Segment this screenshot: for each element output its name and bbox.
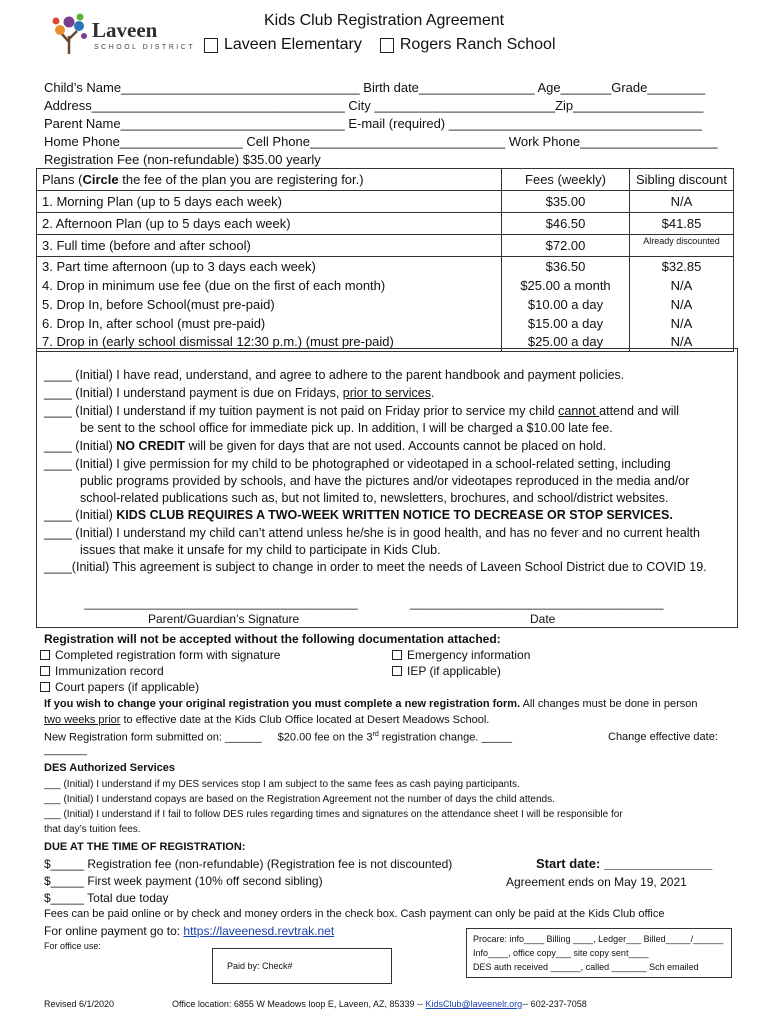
page-title: Kids Club Registration Agreement xyxy=(264,12,505,29)
docs-heading: Registration will not be accepted without the following documentation attached: xyxy=(44,632,501,646)
checkbox-icon[interactable] xyxy=(392,650,402,660)
office-use-label: For office use: xyxy=(44,941,101,951)
plan-fee[interactable]: $46.50 xyxy=(502,213,630,235)
plan-fee[interactable]: $25.00 a month xyxy=(502,276,630,295)
table-row[interactable] xyxy=(37,235,734,257)
doc-item-immunization[interactable]: Immunization record xyxy=(40,664,164,678)
plan-name: 7. Drop in (early school dismissal 12:30 p.m.) (must pre-paid) xyxy=(37,333,502,352)
checkbox-icon[interactable] xyxy=(40,650,50,660)
fees-header: Fees (weekly) xyxy=(502,169,630,191)
initial-photo-permission[interactable]: ____ (Initial) I give permission for my child to be photographed or videotaped in a school-related setting, including xyxy=(44,457,671,471)
initial-late-payment[interactable]: ____ (Initial) I understand if my tuition payment is not paid on Friday prior to service my child cannot attend and will xyxy=(44,404,680,418)
initial-written-notice[interactable]: ____ (Initial) KIDS CLUB REQUIRES A TWO-WEEK WRITTEN NOTICE TO DECREASE OR STOP SERVICES. xyxy=(44,508,673,522)
payment-note: Fees can be paid online or by check and money orders in the check box. Cash payment can only be paid at the Kids Club office xyxy=(44,908,665,920)
doc-item-registration[interactable]: Completed registration form with signature xyxy=(40,648,280,662)
change-effective-date-blank[interactable]: _______ xyxy=(44,744,87,756)
signature-label: Parent/Guardian’s Signature xyxy=(148,612,300,626)
plan-sibling: Already discounted xyxy=(630,235,734,257)
plan-fee[interactable]: $35.00 xyxy=(502,191,630,213)
procare-box xyxy=(466,928,732,978)
revised-date: Revised 6/1/2020 xyxy=(44,999,115,1009)
rogers-ranch-checkbox[interactable] xyxy=(380,38,394,53)
plan-name: 5. Drop In, before School(must pre-paid) xyxy=(37,295,502,314)
plan-name: 4. Drop in minimum use fee (due on the first of each month) xyxy=(37,276,502,295)
plan-name: 6. Drop In, after school (must pre-paid) xyxy=(37,314,502,333)
initial-covid[interactable]: ____(Initial) This agreement is subject to change in order to meet the needs of Laveen School District due to COVID 19. xyxy=(44,560,707,574)
parent-line[interactable]: Parent Name_______________________________ E-mail (required) ___________________________________ xyxy=(44,116,702,131)
plan-sibling: $41.85 xyxy=(630,213,734,235)
initial-health-cont: issues that make it unsafe for my child to participate in Kids Club. xyxy=(80,543,441,557)
school-selection xyxy=(204,36,556,54)
district-logo xyxy=(50,12,200,56)
table-row[interactable] xyxy=(37,314,734,333)
plan-sibling: N/A xyxy=(630,314,734,333)
paid-by-label[interactable]: Paid by: Check# xyxy=(227,961,293,971)
checkbox-icon[interactable] xyxy=(392,666,402,676)
new-registration-line[interactable]: New Registration form submitted on: ______ $20.00 fee on the 3rd registration change. _____ xyxy=(44,731,513,744)
doc-item-emergency[interactable]: Emergency information xyxy=(392,648,530,662)
table-row[interactable] xyxy=(37,191,734,213)
procare-line-1[interactable]: Procare: info____ Billing ____, Ledger___ Billed_____/______ xyxy=(473,934,724,944)
laveen-elementary-checkbox[interactable] xyxy=(204,38,218,53)
des-initial-3-cont: that day’s tuition fees. xyxy=(44,824,141,835)
checkbox-icon[interactable] xyxy=(40,682,50,692)
table-row[interactable] xyxy=(37,257,734,276)
child-info-line[interactable]: Child’s Name_________________________________ Birth date________________ Age_______Grade________ xyxy=(44,80,706,95)
initial-photo-cont-2: school-related publications such as, but not limited to, newsletters, brochures, and school/district websites. xyxy=(80,491,669,505)
des-initial-2[interactable]: ___ (Initial) I understand copays are based on the Registration Agreement not the number of days the child attends. xyxy=(44,794,555,805)
date-label: Date xyxy=(530,612,556,626)
due-total[interactable]: $_____ Total due today xyxy=(44,891,169,905)
initial-no-credit[interactable]: ____ (Initial) NO CREDIT will be given for days that are not used. Accounts cannot be placed on hold. xyxy=(44,439,607,453)
plans-table xyxy=(36,168,734,352)
plan-sibling: N/A xyxy=(630,295,734,314)
checkbox-icon[interactable] xyxy=(40,666,50,676)
logo-subtitle: SCHOOL DISTRICT xyxy=(94,44,196,51)
table-header-row xyxy=(37,169,734,191)
change-policy-line-1: If you wish to change your original registration you must complete a new registration form. All changes must be done in person xyxy=(44,698,698,710)
plans-header: Plans (Circle the fee of the plan you are registering for.) xyxy=(37,169,502,191)
agreement-end: Agreement ends on May 19, 2021 xyxy=(506,875,687,889)
due-heading: DUE AT THE TIME OF REGISTRATION: xyxy=(44,841,246,853)
due-registration-fee[interactable]: $_____ Registration fee (non-refundable) (Registration fee is not discounted) xyxy=(44,857,453,871)
plan-fee[interactable]: $10.00 a day xyxy=(502,295,630,314)
plan-name: 1. Morning Plan (up to 5 days each week) xyxy=(37,191,502,213)
plan-sibling: N/A xyxy=(630,333,734,352)
signature-line[interactable]: _________________________________________ xyxy=(84,596,358,610)
plan-fee[interactable]: $36.50 xyxy=(502,257,630,276)
plan-fee[interactable]: $72.00 xyxy=(502,235,630,257)
address-line[interactable]: Address___________________________________ City _________________________Zip__________________ xyxy=(44,98,704,113)
doc-item-iep[interactable]: IEP (if applicable) xyxy=(392,664,501,678)
plan-sibling: $32.85 xyxy=(630,257,734,276)
office-use-box xyxy=(212,948,392,984)
rogers-ranch-label: Rogers Ranch School xyxy=(399,36,556,53)
registration-fee-line: Registration Fee (non-refundable) $35.00 yearly xyxy=(44,152,321,167)
plan-name: 2. Afternoon Plan (up to 5 days each week) xyxy=(37,213,502,235)
initial-photo-cont-1: public programs provided by schools, and have the pictures and/or videotapes reproduced in the media and/or xyxy=(80,474,690,488)
phone-line[interactable]: Home Phone_________________ Cell Phone___________________________ Work Phone___________________ xyxy=(44,134,718,149)
online-payment-line: For online payment go to: https://laveenesd.revtrak.net xyxy=(44,924,335,938)
procare-line-3[interactable]: DES auth received ______, called _______ Sch emailed xyxy=(473,962,699,972)
doc-item-court[interactable]: Court papers (if applicable) xyxy=(40,680,199,694)
tree-logo-icon xyxy=(50,12,90,56)
plan-name: 3. Full time (before and after school) xyxy=(37,235,502,257)
email-link[interactable]: KidsClub@laveenelr.org xyxy=(425,999,523,1009)
plan-sibling: N/A xyxy=(630,191,734,213)
des-initial-3[interactable]: ___ (Initial) I understand if I fail to follow DES rules regarding times and signatures on the attendance sheet I will be responsible for xyxy=(44,809,623,820)
plan-sibling: N/A xyxy=(630,276,734,295)
initial-payment-due[interactable]: ____ (Initial) I understand payment is due on Fridays, prior to services. xyxy=(44,386,435,400)
initial-handbook[interactable]: ____ (Initial) I have read, understand, and agree to adhere to the parent handbook and payment policies. xyxy=(44,368,625,382)
procare-line-2[interactable]: Info____, office copy___ site copy sent____ xyxy=(473,948,649,958)
initial-health[interactable]: ____ (Initial) I understand my child can’t attend unless he/she is in good health, and has no fever and no current health xyxy=(44,526,700,540)
date-line[interactable]: ______________________________________ xyxy=(410,596,664,610)
start-date-field[interactable]: Start date: _______________ xyxy=(536,856,713,871)
table-row[interactable] xyxy=(37,276,734,295)
des-heading: DES Authorized Services xyxy=(44,762,176,774)
change-policy-line-2: two weeks prior to effective date at the Kids Club Office located at Desert Meadows School. xyxy=(44,714,490,726)
table-row[interactable] xyxy=(37,213,734,235)
des-initial-1[interactable]: ___ (Initial) I understand if my DES services stop I am subject to the same fees as cash paying participants. xyxy=(44,779,520,790)
plan-fee[interactable]: $25.00 a day xyxy=(502,333,630,352)
office-location: Office location: 6855 W Meadows loop E, Laveen, AZ, 85339 -- KidsClub@laveenelr.org-- 602-237-7058 xyxy=(172,999,587,1009)
table-row[interactable] xyxy=(37,295,734,314)
initial-late-payment-cont: be sent to the school office for immediate pick up. In addition, I will be charged a $10.00 late fee. xyxy=(80,421,613,435)
due-first-week[interactable]: $_____ First week payment (10% off second sibling) xyxy=(44,874,323,888)
plan-fee[interactable]: $15.00 a day xyxy=(502,314,630,333)
laveen-elementary-label: Laveen Elementary xyxy=(224,36,362,53)
logo-name: Laveen xyxy=(92,18,158,42)
plan-name: 3. Part time afternoon (up to 3 days each week) xyxy=(37,257,502,276)
payment-link[interactable]: https://laveenesd.revtrak.net xyxy=(183,924,335,938)
sibling-header: Sibling discount xyxy=(630,169,734,191)
change-effective-date-label: Change effective date: xyxy=(608,731,718,743)
